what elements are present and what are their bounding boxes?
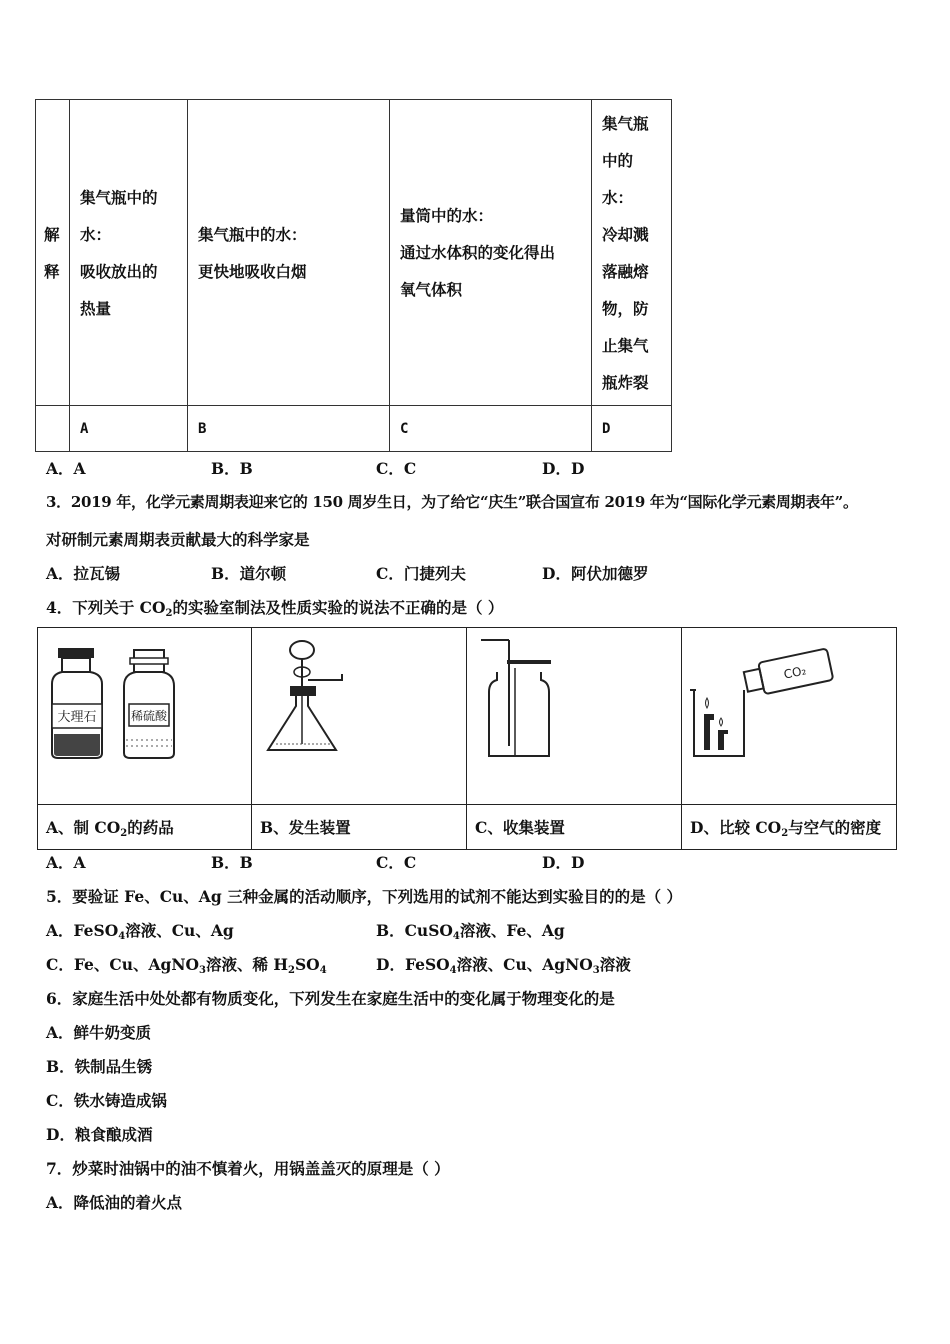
q4-stem-suffix: 的实验室制法及性质实验的说法不正确的是（ ） [172,598,504,617]
caption-b-text: B、发生装置 [260,818,351,837]
q5-c-sub: 3 [199,965,206,976]
q5-option-b[interactable] [376,919,565,942]
q2-option-d[interactable]: D．D [542,459,585,478]
q3-stem-line1: 3．2019 年，化学元素周期表迎来它的 150 周岁生日，为了给它“庆生”联合国宣布 2019 年为“国际化学元素周期表年”。 [46,493,858,511]
explanation-c-l3: 氧气体积 [400,280,463,299]
q3-stem-line2: 对研制元素周期表贡献最大的科学家是 [46,530,310,549]
q5-c-sub2: 2 [288,965,295,976]
q7-stem: 7．炒菜时油锅中的油不慎着火，用锅盖盖灭的原理是（ ） [46,1159,450,1178]
explanation-c-l2: 通过水体积的变化得出 [400,243,556,262]
image-cell-d [682,628,897,805]
explanation-a-l1: 集气瓶中的 [80,187,158,207]
explanation-a-l3: 吸收放出的 [80,261,158,281]
caption-a-sub: 2 [120,827,128,839]
image-cell-a [38,628,252,805]
q5-c-sub3: 4 [319,965,327,976]
q7-option-a[interactable]: A．降低油的着火点 [46,1193,183,1212]
image-cell-c [467,628,682,805]
q4-stem-sub: 2 [165,608,173,619]
q6-option-a[interactable]: A．鲜牛奶变质 [46,1023,152,1042]
letter-b: B [188,406,390,452]
caption-a-post: 的药品 [127,817,174,837]
q6-option-b[interactable]: B．铁制品生锈 [46,1057,153,1076]
q6-option-d[interactable]: D．粮食酿成酒 [46,1125,153,1144]
caption-d [682,805,897,850]
q5-a-sub: 4 [118,931,126,942]
q4-option-c[interactable]: C．C [376,853,417,872]
letter-a: A [70,406,188,452]
caption-d-text: D、比较 CO [690,817,782,837]
letter-c: C [390,406,592,452]
explanation-a-l4: 热量 [80,298,112,318]
q5-a-post: 溶液、Cu、Ag [125,921,234,940]
q3-option-d[interactable]: D．阿伏加德罗 [542,564,649,583]
explanation-b [188,100,390,406]
q4-option-a[interactable]: A．A [46,853,86,872]
row-header: 解释 [44,224,60,281]
explanation-a [70,100,188,406]
q6-stem: 6．家庭生活中处处都有物质变化，下列发生在家庭生活中的变化属于物理变化的是 [46,989,615,1008]
caption-c-text: C、收集装置 [475,818,565,837]
explanation-d-l5: 落融熔 [602,261,649,281]
caption-d-sub: 2 [781,827,789,839]
density-demo-illustration [682,628,896,800]
q4-stem-prefix: 4．下列关于 CO [46,598,166,617]
explanation-d-l2: 中的 [602,150,634,170]
explanation-c-l1: 量筒中的水： [400,206,494,225]
q2-option-c[interactable]: C．C [376,459,417,478]
caption-b [252,805,467,850]
explanation-b-l2: 更快地吸收白烟 [198,261,307,281]
q5-b-post: 溶液、Fe、Ag [459,921,565,940]
q5-c-mid: 溶液、稀 H [205,955,289,974]
q5-c-pre: C．Fe、Cu、AgNO [46,955,199,974]
image-cell-b [252,628,467,805]
row-header-cell [36,100,70,406]
caption-d-post: 与空气的密度 [788,817,882,837]
explanation-d-l4: 冷却溅 [602,224,649,244]
explanation-d-l1: 集气瓶 [602,113,649,133]
caption-a [38,805,252,850]
bottle-label-marble: 大理石 [57,710,97,725]
reagent-bottles-illustration [38,628,251,800]
q2-option-b[interactable]: B．B [211,459,253,478]
q5-option-c[interactable] [46,953,327,976]
q4-option-b[interactable]: B．B [211,853,253,872]
collection-apparatus-illustration [467,628,681,800]
explanation-a-l2: 水： [80,224,112,244]
caption-c [467,805,682,850]
q5-option-a[interactable] [46,919,234,942]
co2-label: CO₂ [782,663,808,682]
q5-d-sub: 4 [449,965,457,976]
q5-a-pre: A．FeSO [46,921,119,940]
explanation-d-l7: 止集气 [602,335,649,355]
explanation-table [35,99,672,452]
q3-option-a[interactable]: A．拉瓦锡 [46,564,121,583]
q5-stem: 5．要验证 Fe、Cu、Ag 三种金属的活动顺序，下列选用的试剂不能达到实验目的的是（ ） [46,887,682,906]
explanation-d-l8: 瓶炸裂 [602,372,649,392]
generator-apparatus-illustration [252,628,466,800]
q5-c-mid2: SO [294,955,320,974]
q5-b-sub: 4 [452,931,460,942]
q5-d-sub2: 3 [592,965,600,976]
explanation-d [592,100,672,406]
q4-option-d[interactable]: D．D [542,853,585,872]
q3-option-b[interactable]: B．道尔顿 [211,564,287,583]
caption-a-text: A、制 CO [46,817,121,837]
q5-d-pre: D．FeSO [376,955,450,974]
letter-d: D [592,406,672,452]
explanation-d-l3: 水： [602,187,634,207]
bottle-label-acid: 稀硫酸 [130,709,168,723]
explanation-c [390,100,592,406]
q2-option-a[interactable]: A．A [46,459,86,478]
q6-option-c[interactable]: C．铁水铸造成锅 [46,1091,167,1110]
empty-cell [36,406,70,452]
explanation-b-l1: 集气瓶中的水： [198,224,307,244]
q5-d-post: 溶液 [599,955,631,974]
q3-option-c[interactable]: C．门捷列夫 [376,564,466,583]
q4-stem [46,596,503,619]
q5-option-d[interactable] [376,953,631,976]
q5-d-mid: 溶液、Cu、AgNO [456,955,593,974]
q5-b-pre: B．CuSO [376,921,453,940]
explanation-d-l6: 物，防 [602,298,649,318]
apparatus-table [37,627,897,850]
